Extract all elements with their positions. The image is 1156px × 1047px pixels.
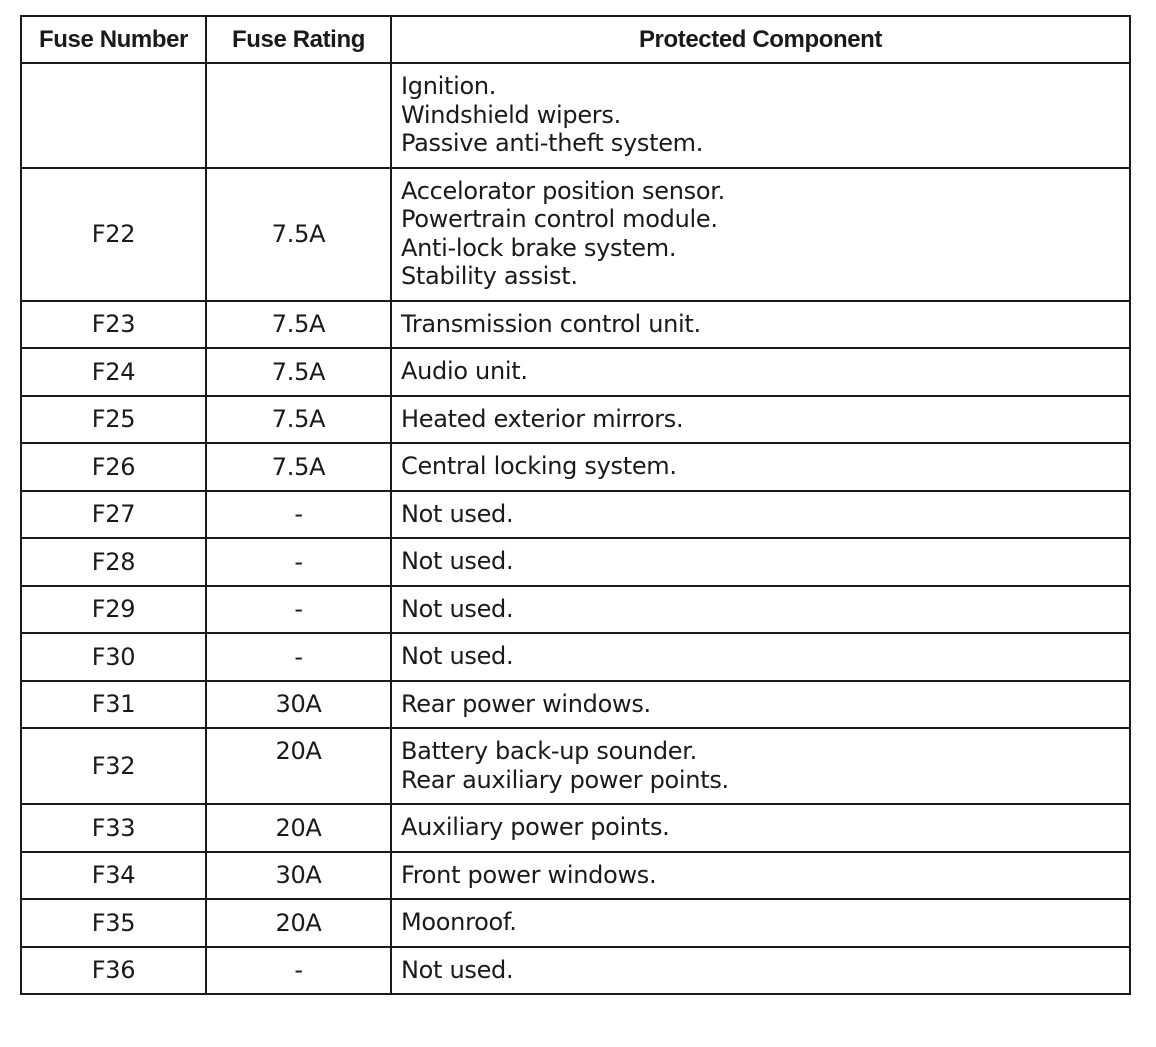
component-line: Powertrain control module.: [401, 205, 718, 233]
fuse-rating-cell: 20A: [206, 804, 391, 852]
component-line: Not used.: [401, 499, 514, 528]
component-line: Windshield wipers.: [401, 100, 621, 129]
protected-component-cell: [391, 804, 1130, 852]
table-row: [21, 633, 1130, 681]
fuse-number-cell: F35: [21, 899, 206, 947]
fuse-number-cell: F33: [21, 804, 206, 852]
fuse-number-cell: F29: [21, 586, 206, 634]
protected-component-cell: [391, 947, 1130, 995]
table-row: [21, 899, 1130, 947]
protected-component-cell: [391, 633, 1130, 681]
component-line: Not used.: [401, 594, 514, 623]
component-line: Not used.: [401, 547, 514, 575]
fuse-number-cell: [21, 63, 206, 168]
component-line: Moonroof.: [401, 908, 517, 936]
protected-component-cell: [391, 348, 1130, 396]
protected-component-cell: [391, 728, 1130, 804]
component-line: Auxiliary power points.: [401, 813, 670, 841]
fuse-rating-cell: 7.5A: [206, 443, 391, 491]
fuse-rating-cell: -: [206, 586, 391, 634]
fuse-table: [20, 15, 1131, 995]
fuse-rating-cell: 20A: [206, 899, 391, 947]
protected-component-cell: [391, 396, 1130, 444]
fuse-number-cell: F36: [21, 947, 206, 995]
component-line: Accelorator position sensor.: [401, 176, 725, 205]
fuse-number-cell: F24: [21, 348, 206, 396]
fuse-number-cell: F32: [21, 728, 206, 804]
fuse-rating-cell: -: [206, 538, 391, 586]
fuse-number-cell: F25: [21, 396, 206, 444]
protected-component-cell: [391, 538, 1130, 586]
table-row: [21, 491, 1130, 539]
fuse-number-cell: F22: [21, 168, 206, 301]
fuse-number-cell: F31: [21, 681, 206, 729]
component-line: Not used.: [401, 642, 514, 670]
component-line: Audio unit.: [401, 357, 528, 385]
fuse-number-cell: F34: [21, 852, 206, 900]
fuse-rating-cell: 7.5A: [206, 348, 391, 396]
fuse-rating-cell: 30A: [206, 681, 391, 729]
fuse-rating-cell: -: [206, 491, 391, 539]
table-row: [21, 348, 1130, 396]
protected-component-cell: [391, 443, 1130, 491]
table-body: [21, 63, 1130, 994]
protected-component-cell: [391, 899, 1130, 947]
fuse-number-cell: F23: [21, 301, 206, 349]
fuse-rating-cell: 7.5A: [206, 168, 391, 301]
header-fuse-rating: Fuse Rating: [206, 16, 391, 63]
component-line: Anti-lock brake system.: [401, 233, 677, 262]
header-fuse-number: Fuse Number: [21, 16, 206, 63]
protected-component-cell: [391, 491, 1130, 539]
fuse-rating-cell: 30A: [206, 852, 391, 900]
component-line: Not used.: [401, 955, 514, 984]
component-line: Battery back-up sounder.: [401, 737, 697, 765]
table-row: [21, 538, 1130, 586]
table-row: [21, 396, 1130, 444]
component-line: Heated exterior mirrors.: [401, 404, 684, 433]
table-row: [21, 301, 1130, 349]
table-row: [21, 586, 1130, 634]
protected-component-cell: [391, 681, 1130, 729]
table-row: [21, 168, 1130, 301]
fuse-number-cell: F27: [21, 491, 206, 539]
component-line: Rear auxiliary power points.: [401, 765, 729, 794]
component-line: Central locking system.: [401, 452, 677, 480]
fuse-number-cell: F26: [21, 443, 206, 491]
protected-component-cell: [391, 852, 1130, 900]
component-line: Front power windows.: [401, 860, 657, 889]
table-row: [21, 681, 1130, 729]
table-row: [21, 852, 1130, 900]
fuse-rating-cell: 7.5A: [206, 396, 391, 444]
component-line: Ignition.: [401, 72, 497, 100]
protected-component-cell: [391, 586, 1130, 634]
table-row: [21, 804, 1130, 852]
component-line: Transmission control unit.: [401, 309, 701, 338]
header-protected-component: Protected Component: [391, 16, 1130, 63]
component-line: Passive anti-theft system.: [401, 129, 704, 157]
header-row: [21, 16, 1130, 63]
fuse-number-cell: F30: [21, 633, 206, 681]
protected-component-cell: [391, 168, 1130, 301]
fuse-number-cell: F28: [21, 538, 206, 586]
protected-component-cell: [391, 63, 1130, 168]
component-line: Rear power windows.: [401, 689, 651, 718]
table-row: [21, 443, 1130, 491]
table-row: [21, 63, 1130, 168]
table-row: [21, 728, 1130, 804]
fuse-rating-cell: 20A: [206, 728, 391, 804]
protected-component-cell: [391, 301, 1130, 349]
fuse-rating-cell: -: [206, 947, 391, 995]
fuse-rating-cell: -: [206, 633, 391, 681]
table-row: [21, 947, 1130, 995]
fuse-rating-cell: [206, 63, 391, 168]
fuse-rating-cell: 7.5A: [206, 301, 391, 349]
component-line: Stability assist.: [401, 262, 578, 290]
